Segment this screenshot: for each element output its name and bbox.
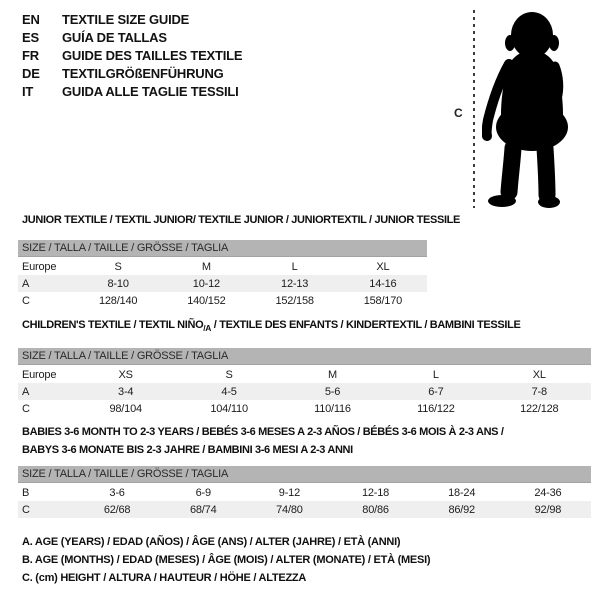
table-row (18, 366, 591, 383)
babies-textile-section (18, 423, 591, 518)
row-label: A (22, 385, 30, 398)
table-cell: 116/122 (417, 402, 455, 415)
row-label: C (22, 503, 30, 516)
table-cell: S (114, 260, 122, 273)
language-row-en (22, 11, 242, 29)
table-cell: 86/92 (448, 503, 475, 516)
language-list (22, 11, 242, 101)
measurement-legend (22, 533, 430, 587)
row-label: A (22, 277, 30, 290)
size-header-bar: SIZE / TALLA / TAILLE / GRÖSSE / TAGLIA (18, 348, 591, 365)
table-cell: 12-13 (281, 277, 309, 290)
table-cell: 3-4 (118, 385, 134, 398)
table-cell: M (327, 368, 337, 381)
row-label: C (22, 294, 30, 307)
childrens-table-title (18, 318, 591, 335)
table-cell: 9-12 (278, 486, 300, 499)
language-code: FR (22, 48, 39, 63)
size-header-bar: SIZE / TALLA / TAILLE / GRÖSSE / TAGLIA (18, 466, 591, 483)
table-cell: 4-5 (221, 385, 237, 398)
childrens-textile-section (18, 318, 591, 417)
legend-line-b: B. AGE (MONTHS) / EDAD (MESES) / ÂGE (MOIS) / ALTER (MONATE) / ETÀ (MESI) (22, 554, 431, 566)
title-subscript: /A (203, 323, 212, 334)
language-code: ES (22, 30, 39, 45)
babies-table-title-line1: BABIES 3-6 MONTH TO 2-3 YEARS / BEBÉS 3-6 MESES A 2-3 AÑOS / BÉBÉS 3-6 MOIS À 2-3 ANS / (22, 426, 504, 438)
table-row (18, 275, 427, 292)
table-cell: 3-6 (109, 486, 125, 499)
table-cell: 10-12 (192, 277, 220, 290)
table-cell: 18-24 (448, 486, 476, 499)
table-cell: 14-16 (369, 277, 397, 290)
babies-size-table (18, 484, 591, 518)
row-label: B (22, 486, 30, 499)
table-cell: XS (118, 368, 133, 381)
table-cell: 7-8 (531, 385, 547, 398)
table-cell: 8-10 (107, 277, 129, 290)
language-row-fr (22, 47, 242, 65)
table-cell: M (201, 260, 211, 273)
baby-silhouette-icon (482, 6, 587, 210)
language-code: DE (22, 66, 40, 81)
table-cell: 24-36 (534, 486, 562, 499)
table-cell: L (291, 260, 298, 273)
table-cell: 128/140 (98, 294, 138, 307)
row-label: Europe (22, 260, 57, 273)
table-cell: 74/80 (276, 503, 303, 516)
table-cell: 6-7 (428, 385, 444, 398)
row-label: Europe (22, 368, 57, 381)
legend-line-a: A. AGE (YEARS) / EDAD (AÑOS) / ÂGE (ANS) / ALTER (JAHRE) / ETÀ (ANNI) (22, 536, 401, 548)
table-cell: 152/158 (275, 294, 314, 307)
childrens-size-table (18, 366, 591, 417)
table-cell: S (225, 368, 233, 381)
size-header-bar: SIZE / TALLA / TAILLE / GRÖSSE / TAGLIA (18, 240, 427, 257)
language-code: IT (22, 84, 34, 99)
table-cell: 62/68 (103, 503, 131, 516)
table-cell: 80/86 (362, 503, 389, 516)
language-title: GUIDE DES TAILLES TEXTILE (62, 48, 243, 63)
row-label: C (22, 402, 30, 415)
table-cell: 110/116 (314, 402, 351, 415)
title-text: / TEXTILE DES ENFANTS / KINDERTEXTIL / BAMBINI TESSILE (211, 319, 521, 331)
table-cell: 68/74 (189, 503, 217, 516)
table-row (18, 501, 591, 518)
table-cell: 140/152 (187, 294, 226, 307)
legend-line-c: C. (cm) HEIGHT / ALTURA / HAUTEUR / HÖHE / ALTEZZA (22, 572, 307, 584)
table-cell: 158/170 (363, 294, 403, 307)
language-title: GUIDA ALLE TAGLIE TESSILI (62, 84, 239, 99)
junior-table-title: JUNIOR TEXTILE / TEXTIL JUNIOR/ TEXTILE JUNIOR / JUNIORTEXTIL / JUNIOR TESSILE (22, 214, 461, 226)
table-cell: 104/110 (210, 402, 248, 415)
language-row-de (22, 65, 242, 83)
language-title: TEXTILGRÖßENFÜHRUNG (62, 66, 224, 81)
table-row (18, 258, 427, 275)
junior-textile-section (18, 213, 461, 309)
language-code: EN (22, 12, 40, 27)
height-measure-label: C (454, 106, 463, 120)
table-cell: 122/128 (520, 402, 559, 415)
table-cell: 92/98 (534, 503, 562, 516)
table-cell: XL (532, 368, 546, 381)
language-title: TEXTILE SIZE GUIDE (62, 12, 190, 27)
table-row (18, 400, 591, 417)
language-row-it (22, 83, 242, 101)
babies-table-title-line2: BABYS 3-6 MONATE BIS 2-3 JAHRE / BAMBINI 3-6 MESI A 2-3 ANNI (22, 444, 353, 456)
height-dashed-line (473, 10, 475, 208)
table-cell: 6-9 (195, 486, 211, 499)
table-row (18, 292, 427, 309)
height-figure (440, 4, 598, 216)
table-cell: L (432, 368, 439, 381)
table-cell: XL (376, 260, 390, 273)
language-row-es (22, 29, 242, 47)
junior-size-table (18, 258, 427, 309)
table-row (18, 484, 591, 501)
table-cell: 12-18 (361, 486, 390, 499)
table-cell: 5-6 (324, 385, 341, 398)
table-row (18, 383, 591, 400)
title-text: CHILDREN'S TEXTILE / TEXTIL NIÑO (22, 319, 204, 331)
language-title: GUÍA DE TALLAS (62, 30, 167, 45)
table-cell: 98/104 (109, 402, 142, 415)
